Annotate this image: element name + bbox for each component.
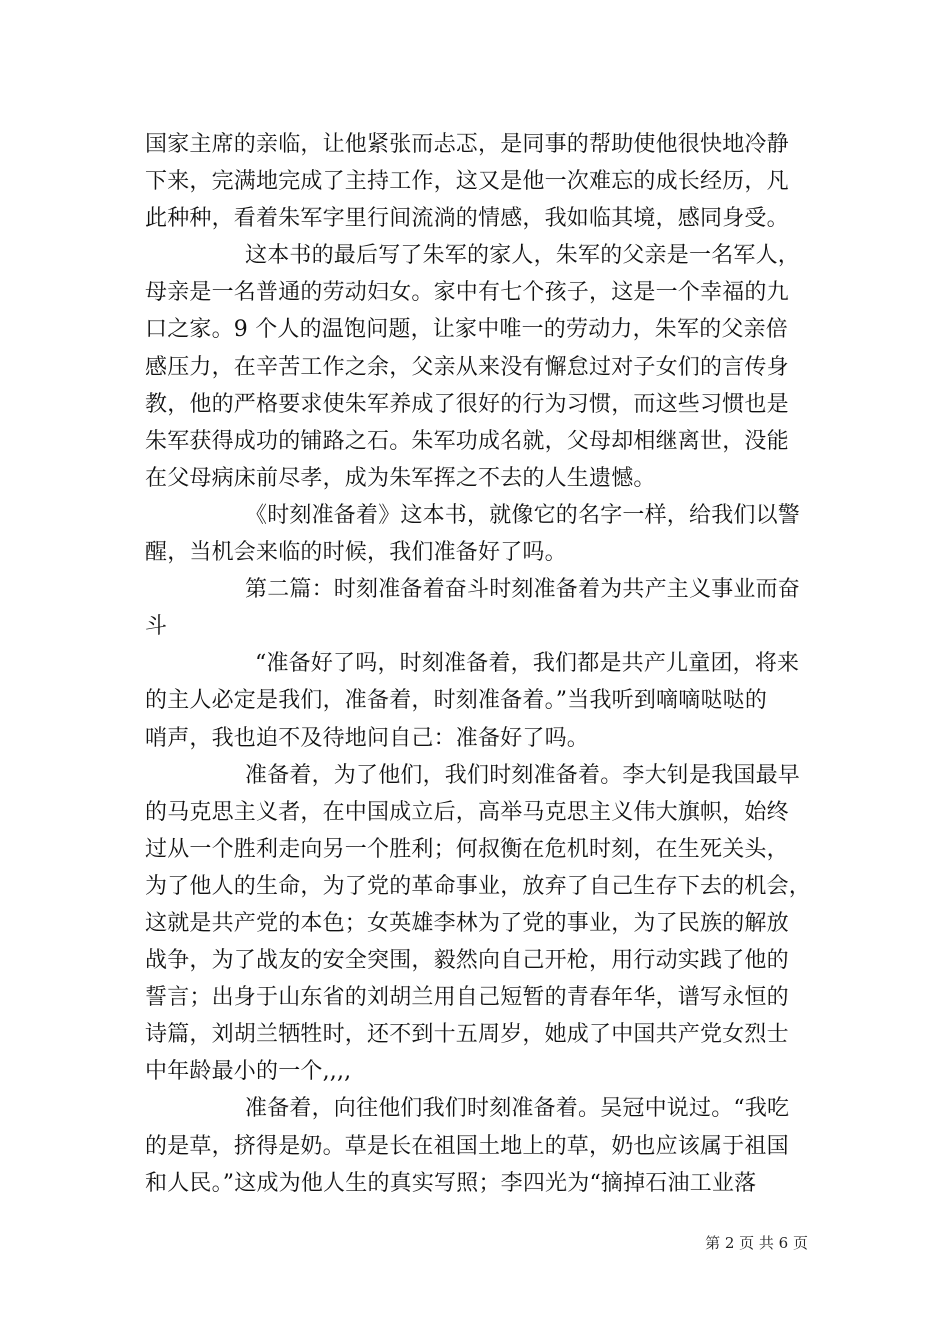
paragraph-start-line: 准备着，向往他们我们时刻准备着。吴冠中说过。“我吃 (245, 1096, 790, 1122)
text-line: 国家主席的亲临，让他紧张而忐忑，是同事的帮助使他很快地冷静 (145, 132, 789, 157)
section-heading-line: 斗 (145, 614, 168, 640)
text-line: 这就是共产党的本色；女英雄李林为了党的事业，为了民族的解放 (145, 910, 789, 936)
page-number-footer: 第 2 页 共 6 页 (705, 1234, 808, 1252)
paragraph-start-line: 准备着，为了他们，我们时刻准备着。李大钊是我国最早 (245, 762, 801, 788)
text-line: 和人民。”这成为他人生的真实写照；李四光为“摘掉石油工业落 (145, 1170, 757, 1196)
paragraph-start-line: 这本书的最后写了朱军的家人，朱军的父亲是一名军人， (245, 243, 801, 269)
text-line: 中年龄最小的一个,,,, (145, 1059, 352, 1085)
text-line: 朱军获得成功的铺路之石。朱军功成名就，父母却相继离世，没能 (145, 428, 789, 454)
text-line: 的马克思主义者，在中国成立后，高举马克思主义伟大旗帜，始终 (145, 799, 789, 825)
text-line: 誓言；出身于山东省的刘胡兰用自己短暂的青春年华，谱写永恒的 (145, 985, 789, 1011)
text-line: 口之家。9 个人的温饱问题，让家中唯一的劳动力，朱军的父亲倍 (145, 317, 788, 343)
text-line: 哨声，我也迫不及待地问自己：准备好了吗。 (145, 725, 590, 751)
section-heading-line: 第二篇：时刻准备着奋斗时刻准备着为共产主义事业而奋 (245, 577, 801, 603)
text-line: 战争，为了战友的安全突围，毅然向自己开枪，用行动实践了他的 (145, 948, 789, 974)
text-line: 此种种，看着朱军字里行间流淌的情感，我如临其境，感同身受。 (145, 206, 789, 232)
text-line: 醒，当机会来临的时候，我们准备好了吗。 (145, 540, 567, 566)
text-line: 下来，完满地完成了主持工作，这又是他一次难忘的成长经历，凡 (145, 169, 789, 195)
text-line: 在父母病床前尽孝，成为朱军挥之不去的人生遗憾。 (145, 465, 656, 491)
text-line: 的主人必定是我们，准备着，时刻准备着。”当我听到嘀嘀哒哒的 (145, 688, 768, 714)
text-line: 的是草，挤得是奶。草是长在祖国土地上的草，奶也应该属于祖国 (145, 1133, 789, 1159)
text-line: 感压力，在辛苦工作之余，父亲从来没有懈怠过对子女们的言传身 (145, 354, 789, 380)
text-line: 为了他人的生命，为了党的革命事业，放弃了自己生存下去的机会， (145, 873, 812, 899)
text-line: 诗篇，刘胡兰牺牲时，还不到十五周岁，她成了中国共产党女烈士 (145, 1022, 789, 1048)
text-line: 母亲是一名普通的劳动妇女。家中有七个孩子，这是一个幸福的九 (145, 280, 789, 306)
paragraph-start-line: 《时刻准备着》这本书，就像它的名字一样，给我们以警 (245, 502, 801, 528)
document-body (145, 126, 810, 1202)
paragraph-start-line: “准备好了吗，时刻准备着，我们都是共产儿童团，将来 (255, 651, 800, 677)
text-line: 教，他的严格要求使朱军养成了很好的行为习惯，而这些习惯也是 (145, 391, 789, 417)
text-line: 过从一个胜利走向另一个胜利；何叔衡在危机时刻，在生死关头， (145, 836, 789, 862)
